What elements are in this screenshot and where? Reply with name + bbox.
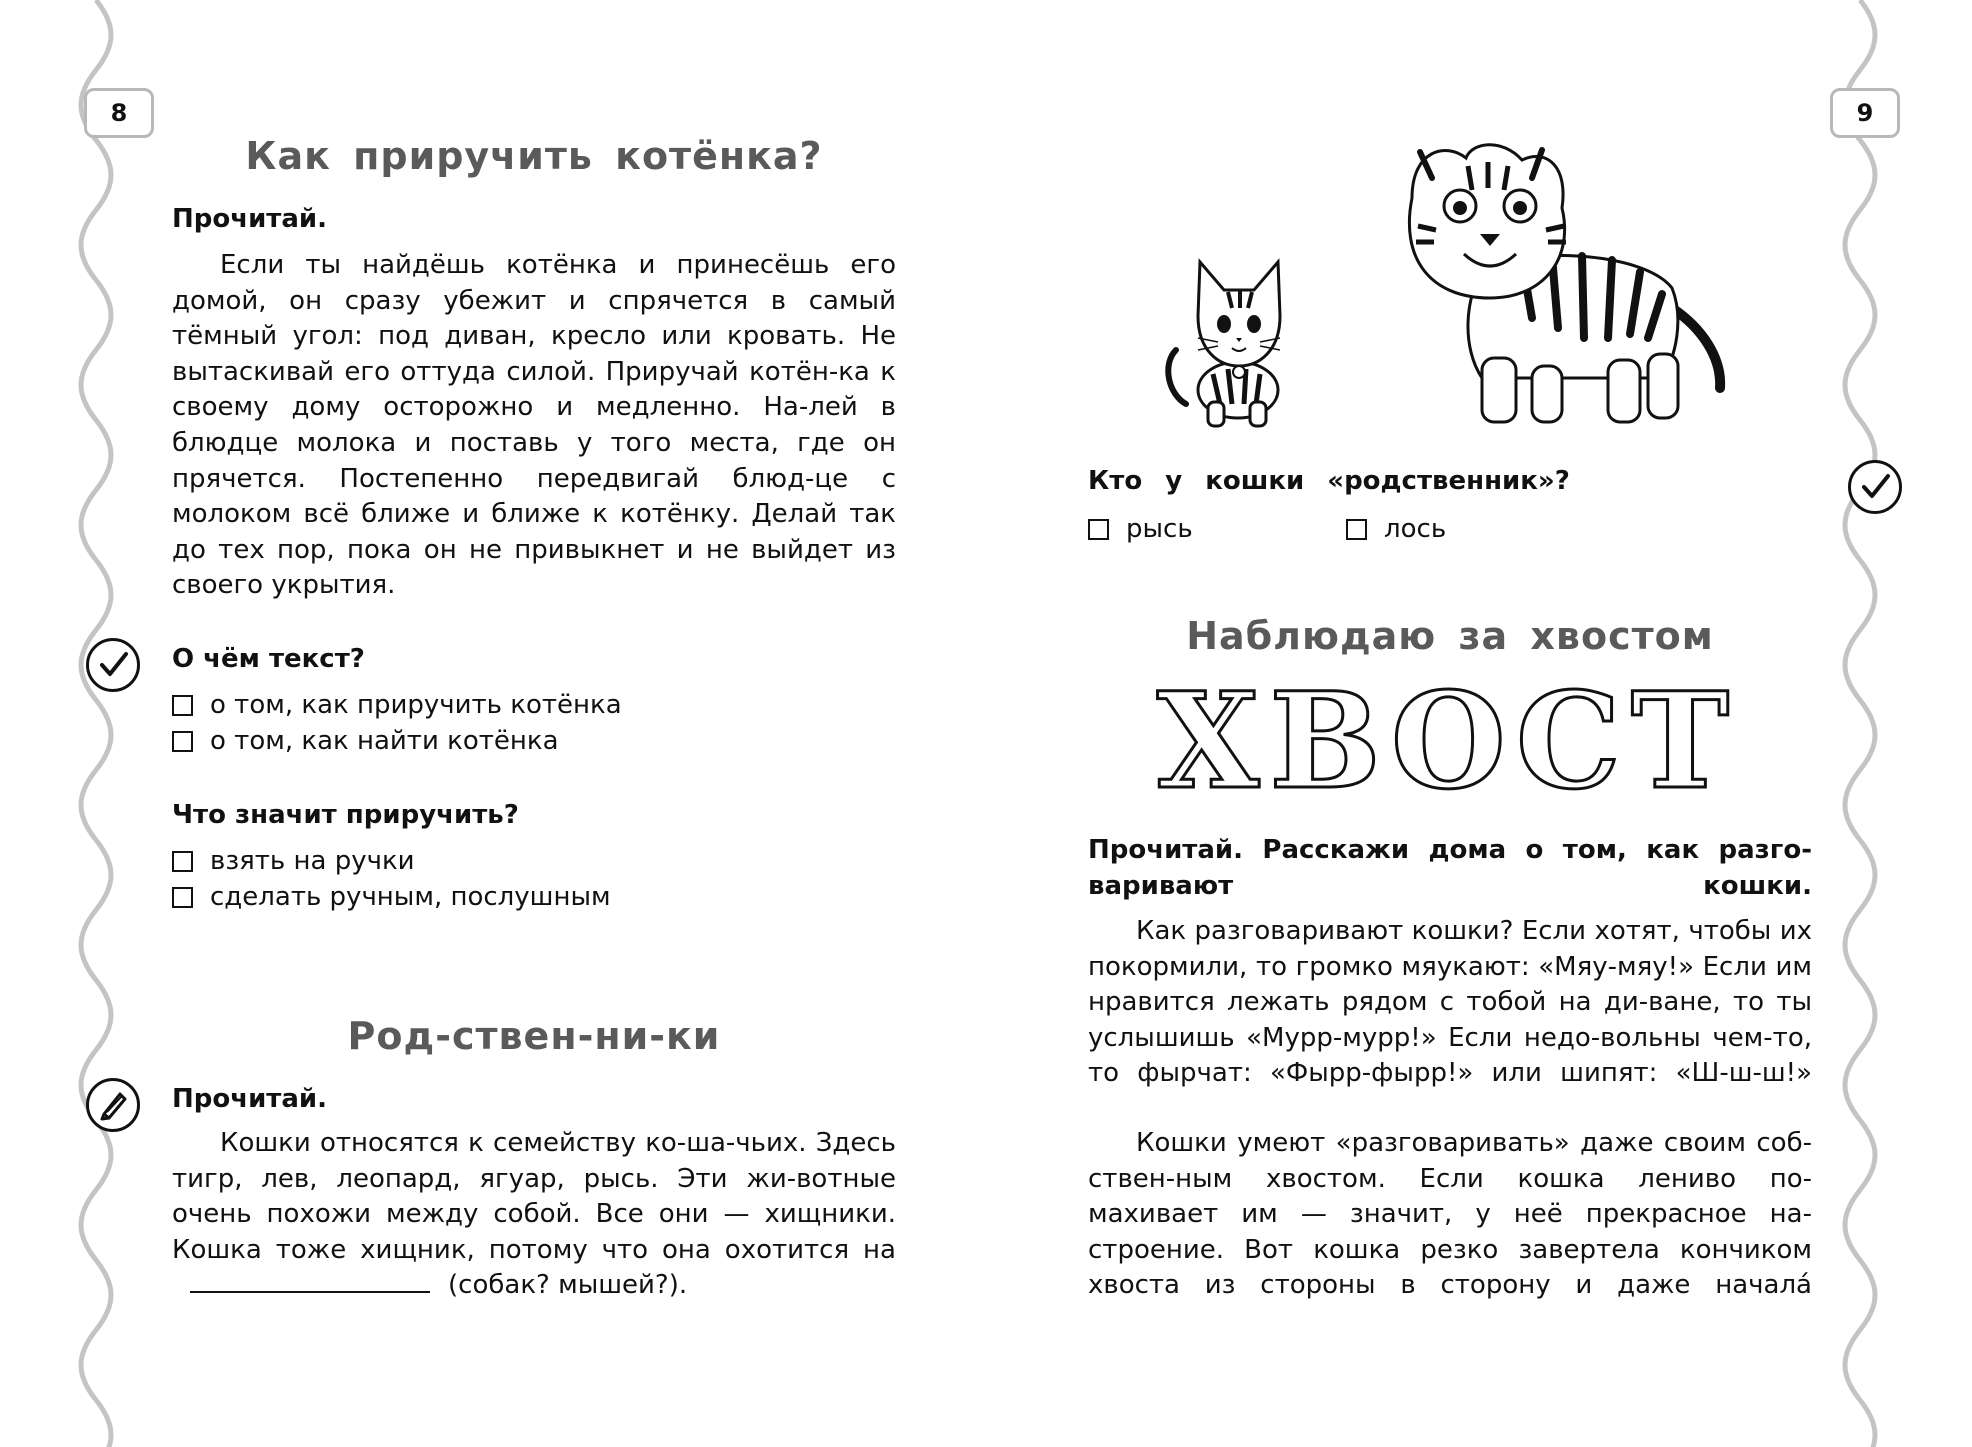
checkbox[interactable] xyxy=(172,851,193,872)
decorative-cat-letters: ХВОСТ xyxy=(1156,663,1740,819)
answer-option-moose[interactable] xyxy=(1346,514,1446,544)
page-number-left: 8 xyxy=(84,88,154,138)
checkmark-icon xyxy=(86,638,140,692)
checkbox[interactable] xyxy=(1346,519,1367,540)
tail-paragraph xyxy=(1088,1126,1812,1304)
page-number-right: 9 xyxy=(1830,88,1900,138)
option-label: о том, как приручить котёнка xyxy=(210,690,622,720)
story-paragraph: Если ты найдёшь котёнка и принесёшь его домой, он сразу убежит и спрячется в самый тёмный угол: под диван, кресло или кровать. Не вытаскивай его оттуда силой. Приручай котён-ка к своему дому осторожно и медленно. На-лей в блюдце молока и поставь у того места, где он прячется. Постепенно передвигай блюд-це с молоком всё ближе и ближе к котёнку. Делай так до тех пор, пока он не привыкнет и не выйдет из своего укрытия. xyxy=(172,250,896,601)
tiger-illustration xyxy=(1372,138,1732,430)
option-label: сделать ручным, послушным xyxy=(210,882,611,912)
checkbox[interactable] xyxy=(172,731,193,752)
answer-option-1[interactable] xyxy=(172,690,622,720)
checkbox[interactable] xyxy=(172,695,193,716)
kitten-illustration xyxy=(1158,254,1318,430)
answer-option-lynx[interactable] xyxy=(1088,514,1193,544)
read-instruction: Прочитай. xyxy=(172,1084,328,1114)
relatives-paragraph xyxy=(172,1126,896,1304)
checkmark-icon xyxy=(1848,460,1902,514)
question-what-text-about: О чём текст? xyxy=(172,644,365,674)
fill-in-blank[interactable] xyxy=(190,1269,430,1293)
right-wavy-border xyxy=(1840,0,1880,1447)
section-title-tame-kitten: Как приручить котёнка? xyxy=(245,134,823,178)
option-label: взять на ручки xyxy=(210,846,415,876)
option-label: рысь xyxy=(1126,514,1193,544)
instruction-text: Прочитай. Расскажи дома о том, как разго-варивают кошки. xyxy=(1088,835,1812,901)
option-label: лось xyxy=(1384,514,1447,544)
read-instruction: Прочитай. xyxy=(172,204,328,234)
checkbox[interactable] xyxy=(172,887,193,908)
cats-talk-paragraph xyxy=(1088,914,1812,1092)
section-title-watch-tail: Наблюдаю за хвостом xyxy=(1186,614,1714,658)
paragraph-text: Кошки умеют «разговаривать» даже своим соб-ствен-ным хвостом. Если кошка лениво по-махивает им — значит, у неё прекрасное на-строение. Вот кошка резко завертела кончиком хвоста из стороны в сторону и даже начала́ xyxy=(1088,1128,1812,1301)
paragraph-text: Кошки относятся к семейству ко-ша-чьих. Здесь тигр, лев, леопард, ягуар, рысь. Эти жи-вотные очень похожи между собой. Все они — хищники. Кошка тоже хищник, потому что она охотится на xyxy=(172,1128,896,1265)
pen-icon xyxy=(86,1078,140,1132)
paragraph-hint: (собак? мышей?). xyxy=(448,1270,688,1301)
question-meaning-tame: Что значит приручить? xyxy=(172,800,519,830)
instruction-paragraph xyxy=(1088,832,1812,904)
paragraph-text: Как разговаривают кошки? Если хотят, чтобы их покормили, то громко мяукают: «Мяу-мяу!» Если им нравится лежать рядом с тобой на ди-ване, то ты услышишь «Мурр-мурр!» Если недо-вольны чем-то, то фырчат: «Фырр-фырр!» или шипят: «Ш-ш-ш!» xyxy=(1088,916,1812,1089)
answer-option-4[interactable] xyxy=(172,882,611,912)
left-wavy-border xyxy=(76,0,116,1447)
checkbox[interactable] xyxy=(1088,519,1109,540)
section-title-relatives: Род-ствен-ни-ки xyxy=(347,1014,721,1058)
answer-option-2[interactable] xyxy=(172,726,559,756)
option-label: о том, как найти котёнка xyxy=(210,726,559,756)
question-cat-relative: Кто у кошки «родственник»? xyxy=(1088,466,1570,496)
answer-option-3[interactable] xyxy=(172,846,415,876)
